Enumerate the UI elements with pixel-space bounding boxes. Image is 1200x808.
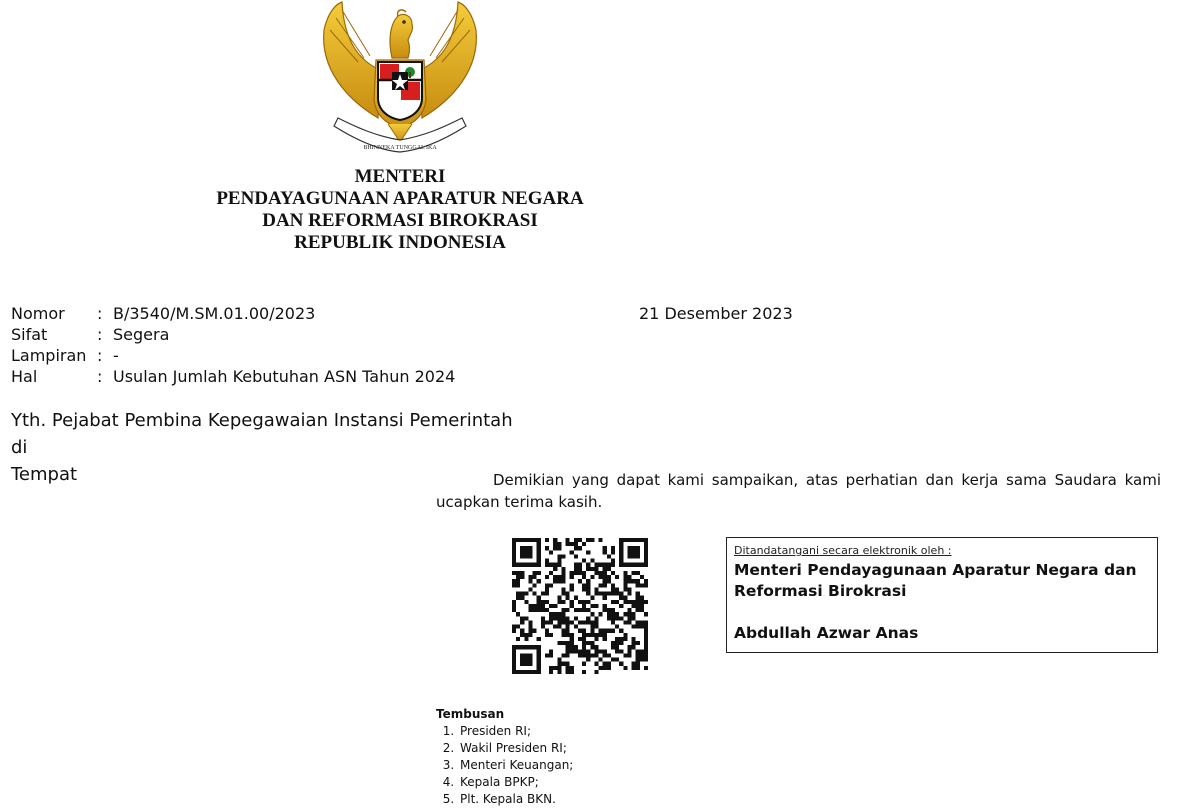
e-signature-note: Ditandatangani secara elektronik oleh : (734, 544, 952, 557)
separator: : (97, 304, 103, 323)
hal-value: Usulan Jumlah Kebutuhan ASN Tahun 2024 (113, 367, 456, 386)
lampiran-label: Lampiran (11, 346, 87, 365)
address-line-3: Tempat (11, 464, 78, 485)
qr-code-icon (512, 538, 648, 674)
tembusan-title: Tembusan (436, 707, 505, 721)
letterhead-line-4: REPUBLIK INDONESIA (294, 232, 506, 253)
list-item: 3. Menteri Keuangan; (458, 757, 573, 774)
nomor-value: B/3540/M.SM.01.00/2023 (113, 304, 316, 323)
hal-label: Hal (11, 367, 38, 386)
letterhead-line-2: PENDAYAGUNAAN APARATUR NEGARA (216, 188, 584, 209)
address-line-2: di (11, 437, 28, 458)
letterhead-line-3: DAN REFORMASI BIROKRASI (262, 210, 538, 231)
meta-row-sifat (11, 324, 455, 345)
letter-date: 21 Desember 2023 (639, 304, 793, 323)
meta-row-nomor (11, 303, 455, 324)
sifat-value: Segera (113, 325, 170, 344)
separator: : (97, 325, 103, 344)
garuda-emblem-icon (318, 0, 482, 162)
letter-meta (11, 303, 455, 387)
separator: : (97, 367, 103, 386)
address-line-1: Yth. Pejabat Pembina Kepegawaian Instansi Pemerintah (11, 410, 513, 431)
list-item: 1. Presiden RI; (458, 723, 573, 740)
meta-row-lampiran (11, 345, 455, 366)
letterhead-line-1: MENTERI (354, 166, 446, 187)
e-signature-box (726, 537, 1158, 653)
list-item: 5. Plt. Kepala BKN. (458, 791, 573, 808)
list-item: 4. Kepala BPKP; (458, 774, 573, 791)
list-item: 2. Wakil Presiden RI; (458, 740, 573, 757)
closing-paragraph: Demikian yang dapat kami sampaikan, atas perhatian dan kerja sama Saudara kami ucapkan terima kasih. (436, 471, 1161, 511)
nomor-label: Nomor (11, 304, 65, 323)
signer-title (734, 560, 1150, 602)
meta-row-hal (11, 366, 455, 387)
tembusan-list (436, 723, 573, 808)
sifat-label: Sifat (11, 325, 48, 344)
signer-title-line-1: Menteri Pendayagunaan Aparatur Negara dan (734, 561, 1137, 579)
signer-name: Abdullah Azwar Anas (734, 624, 919, 642)
separator: : (97, 346, 103, 365)
tembusan-section (436, 706, 573, 808)
signer-title-line-2: Reformasi Birokrasi (734, 582, 907, 600)
emblem-motto: BHINNEKA TUNGGAL IKA (363, 145, 437, 151)
lampiran-value: - (113, 346, 119, 365)
